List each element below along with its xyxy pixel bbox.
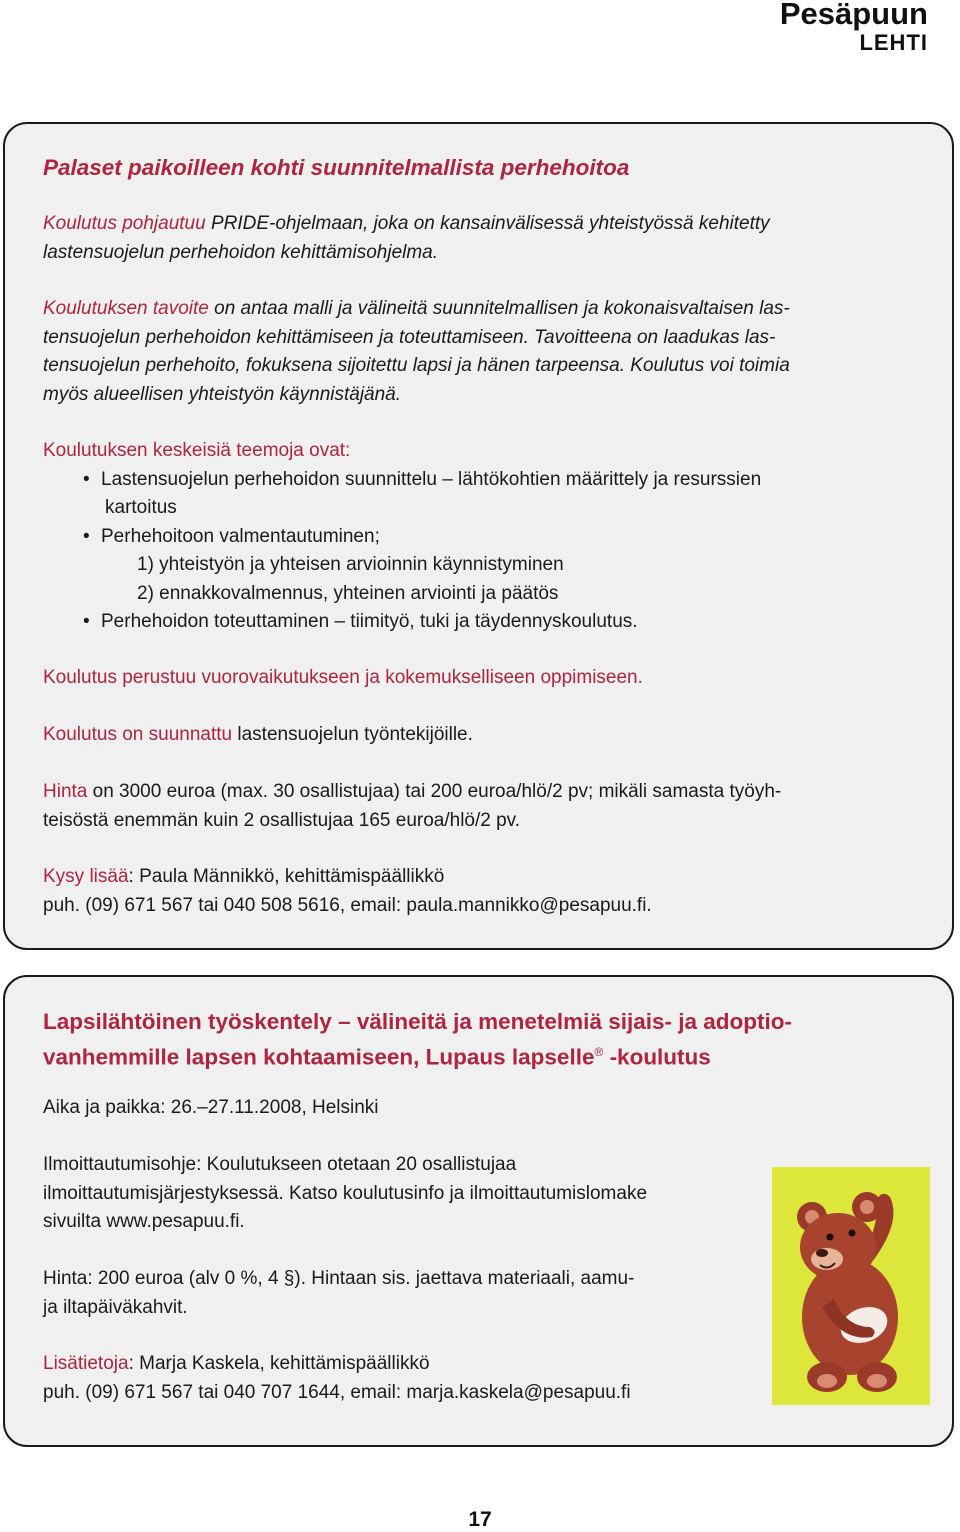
lead-phrase: Koulutus pohjautuu	[43, 213, 206, 234]
list-item: • Lastensuojelun perhehoidon suunnittelu – lähtökohtien määrittely ja resurssien kartoitus	[81, 466, 761, 523]
price-info: Hinta: 200 euroa (alv 0 %, 4 §). Hintaan sis. jaettava materiaali, aamu- ja iltapäiväkahvit.	[43, 1268, 635, 1318]
registration-info: Ilmoittautumisohje: Koulutukseen otetaan 20 osallistujaa ilmoittautumisjärjestyksessä. Katso koulutusinfo ja ilmoittautumislomake sivuilta www.pesapuu.fi.	[43, 1154, 648, 1232]
lead-phrase: Lisätietoja	[43, 1353, 129, 1374]
sub-list-item: 2) ennakkovalmennus, yhteinen arviointi ja päätös	[137, 582, 559, 604]
registered-mark: ®	[594, 1045, 604, 1059]
lead-phrase: Kysy lisää	[43, 866, 129, 887]
masthead-brand: Pesäpuun	[779, 0, 928, 31]
teddy-bear-icon	[772, 1167, 930, 1405]
lead-phrase: Hinta	[43, 781, 88, 802]
course-box-lupaus-lapselle	[3, 975, 954, 1447]
teddy-bear-illustration	[772, 1167, 930, 1405]
paragraph-goal: Koulutuksen tavoite on antaa malli ja välineitä suunnitelmallisen ja kokonaisvaltaisen las- tensuojelun perhehoidon kehittämiseen ja toteuttamiseen. Tavoitteena on laadukas las- tensuojelun perhehoito, fokuksena sijoitettu lapsi ja hänen tarpeensa. Koulutus voi toimia myös alueellisen yhteistyön käynnistäjänä.	[43, 298, 790, 405]
course-title: Lapsilähtöinen työskentely – välineitä ja menetelmiä sijais- ja adoptio- vanhemmille lapsen kohtaamiseen, Lupaus lapselle® -koulutus	[43, 1009, 792, 1070]
themes-lead: Koulutuksen keskeisiä teemoja ovat:	[43, 440, 351, 461]
contact-line: puh. (09) 671 567 tai 040 508 5616, email: paula.mannikko@pesapuu.fi.	[43, 894, 652, 916]
themes-section	[43, 437, 761, 637]
masthead	[780, 0, 928, 56]
paragraph-price: Hinta on 3000 euroa (max. 30 osallistujaa) tai 200 euroa/hlö/2 pv; mikäli samasta työyh- teisöstä enemmän kuin 2 osallistujaa 165 euroa/hlö/2 pv.	[43, 781, 782, 831]
page-number: 17	[468, 1508, 492, 1531]
masthead-subtitle: LEHTI	[859, 30, 928, 55]
paragraph-audience: Koulutus on suunnattu lastensuojelun työntekijöille.	[43, 724, 473, 745]
lead-phrase: Koulutus on suunnattu	[43, 724, 233, 745]
paragraph-contact: Kysy lisää: Paula Männikkö, kehittämispäällikkö puh. (09) 671 567 tai 040 508 5616, email: paula.mannikko@pesapuu.fi.	[43, 863, 652, 920]
list-item: • Perhehoitoon valmentautuminen;	[81, 523, 761, 552]
contact-line: puh. (09) 671 567 tai 040 707 1644, email: marja.kaskela@pesapuu.fi	[43, 1381, 631, 1403]
time-place: Aika ja paikka: 26.–27.11.2008, Helsinki	[43, 1097, 379, 1118]
list-item: • Perhehoidon toteuttaminen – tiimityö, tuki ja täydennyskoulutus.	[81, 608, 761, 637]
contact-info: Lisätietoja: Marja Kaskela, kehittämispäällikkö puh. (09) 671 567 tai 040 707 1644, email: marja.kaskela@pesapuu.fi	[43, 1350, 631, 1407]
paragraph-intro: Koulutus pohjautuu PRIDE-ohjelmaan, joka on kansainvälisessä yhteistyössä kehitetty lastensuojelun perhehoidon kehittämisohjelma.	[43, 213, 770, 263]
course-box-perhehoito	[3, 122, 954, 950]
sub-list-item: 1) yhteistyön ja yhteisen arvioinnin käynnistyminen	[137, 554, 564, 575]
lead-phrase: Koulutuksen tavoite	[43, 298, 209, 319]
paragraph-method: Koulutus perustuu vuorovaikutukseen ja kokemukselliseen oppimiseen.	[43, 667, 643, 688]
course-title: Palaset paikoilleen kohti suunnitelmallista perhehoitoa	[43, 155, 630, 180]
